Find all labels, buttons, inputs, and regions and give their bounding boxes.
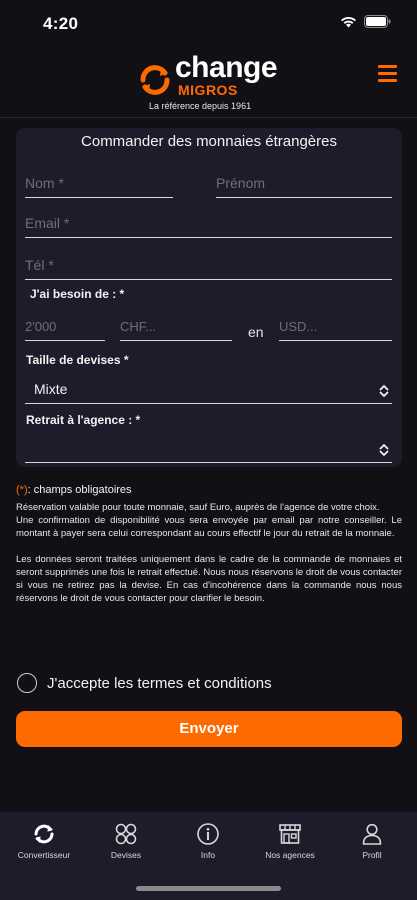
tab-label: Profil xyxy=(362,850,382,860)
required-star: (*) xyxy=(16,484,28,496)
retrait-label: Retrait à l'agence : * xyxy=(26,413,141,427)
tab-label: Convertisseur xyxy=(17,850,71,860)
tab-label: Nos agences xyxy=(265,850,315,860)
app-header xyxy=(0,46,417,118)
en-label: en xyxy=(248,324,264,340)
legal-paragraph-3: Les données seront traitées uniquement dans le cadre de la commande de monnaies et seront supprimés une fois le retrait effectué. Nous nous réservons le droit de vous contacter si vous ne retirez pas la devise. En cas d'incohérence dans la commande nous nous réservons le droit de vous contacter pour clarifier le besoin. xyxy=(16,554,402,604)
terms-toggle[interactable] xyxy=(17,673,272,693)
terms-radio[interactable] xyxy=(17,673,37,693)
tab-profil[interactable] xyxy=(332,822,412,860)
status-time: 4:20 xyxy=(43,14,79,33)
nom-placeholder: Nom * xyxy=(25,175,64,191)
tab-label: Info xyxy=(200,850,216,860)
nom-input[interactable] xyxy=(25,172,173,198)
tel-placeholder: Tél * xyxy=(25,257,54,273)
amount-input[interactable] xyxy=(25,315,105,341)
brand-sub: MIGROS xyxy=(178,82,238,98)
tab-info[interactable] xyxy=(168,822,248,860)
email-placeholder: Email * xyxy=(25,215,70,231)
legal-notice xyxy=(16,484,402,605)
from-currency-placeholder: CHF... xyxy=(120,319,157,334)
tab-label: Devises xyxy=(110,850,142,860)
store-icon xyxy=(278,822,302,846)
hamburger-menu-icon[interactable] xyxy=(378,65,398,81)
user-icon xyxy=(360,822,384,846)
brand-tagline: La référence depuis 1961 xyxy=(149,101,252,111)
select-updown-icon xyxy=(379,443,389,457)
legal-paragraph-1: Réservation valable pour toute monnaie, sauf Euro, auprès de l'agence de votre choix. xyxy=(16,502,380,513)
change-migros-logo[interactable] xyxy=(137,51,287,114)
required-fields-note xyxy=(16,484,402,497)
tab-devises[interactable] xyxy=(86,822,166,860)
coins-icon xyxy=(114,822,138,846)
besoin-label: J'ai besoin de : * xyxy=(30,287,125,301)
tab-nos-agences[interactable] xyxy=(250,822,330,860)
wifi-icon xyxy=(340,16,357,28)
tel-input[interactable] xyxy=(25,254,392,280)
prenom-placeholder: Prénom xyxy=(216,175,266,191)
taille-label: Taille de devises * xyxy=(26,353,129,367)
amount-placeholder: 2'000 xyxy=(25,319,57,334)
form-title: Commander des monnaies étrangères xyxy=(81,133,337,150)
exchange-arrows-icon xyxy=(137,62,173,98)
home-indicator[interactable] xyxy=(136,886,281,891)
to-currency-input[interactable] xyxy=(279,315,392,341)
tab-convertisseur[interactable] xyxy=(4,822,84,860)
submit-button[interactable]: Envoyer xyxy=(16,711,402,747)
from-currency-input[interactable] xyxy=(120,315,232,341)
legal-paragraph-2: Une confirmation de disponibilité vous sera envoyée par email par notre conseiller. Le montant à payer sera celui correspondant au cours effectif le jour du retrait de la monnaie. xyxy=(16,515,402,539)
brand-name: change xyxy=(175,51,278,84)
order-form xyxy=(16,128,402,467)
taille-select[interactable] xyxy=(25,378,392,404)
status-icons xyxy=(340,15,391,28)
status-bar xyxy=(0,0,417,46)
taille-value: Mixte xyxy=(34,381,68,397)
to-currency-placeholder: USD... xyxy=(279,319,318,334)
required-text: : champs obligatoires xyxy=(27,484,132,496)
email-input[interactable] xyxy=(25,212,392,238)
terms-label: J'accepte les termes et conditions xyxy=(47,674,272,692)
battery-icon xyxy=(364,15,391,28)
info-icon xyxy=(196,822,220,846)
select-updown-icon xyxy=(379,384,389,398)
retrait-select[interactable] xyxy=(25,437,392,463)
convert-icon xyxy=(32,822,56,846)
prenom-input[interactable] xyxy=(216,172,392,198)
